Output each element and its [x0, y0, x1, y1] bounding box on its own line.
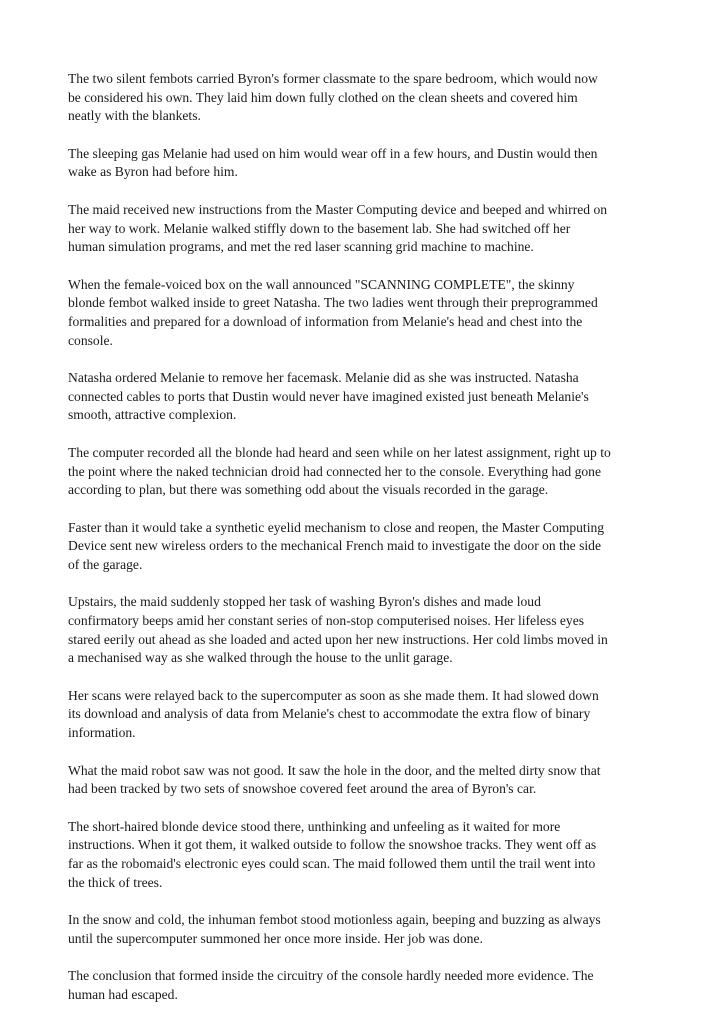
paragraph-8: Upstairs, the maid suddenly stopped her task of washing Byron's dishes and made loud confirmatory beeps amid her constant series of non-stop computerised noises. Her lifeless eyes stared eerily out ahead as she loaded and acted upon her new instructions. Her cold limbs moved in a mechanised way as she walked through the house to the unlit garage.: [68, 594, 608, 666]
paragraph-1: The two silent fembots carried Byron's former classmate to the spare bedroom, which would now be considered his own. They laid him down fully clothed on the clean sheets and covered him neatly with the blankets.: [68, 71, 598, 124]
paragraph-4: When the female-voiced box on the wall announced "SCANNING COMPLETE", the skinny blonde fembot walked inside to greet Natasha. The two ladies went through their preprogrammed formalities and prepared for a download of information from Melanie's head and chest into the console.: [68, 276, 598, 348]
paragraph-3: The maid received new instructions from the Master Computing device and beeped and whirred on her way to work. Melanie walked stiffly down to the basement lab. She had switched off her human simulation programs, and met the red laser scanning grid machine to machine.: [68, 201, 608, 255]
paragraph-11: The short-haired blonde device stood there, unthinking and unfeeling as it waited for more instructions. When it got them, it walked outside to follow the snowshoe tracks. They went off as far as the robomaid's electronic eyes could scan. The maid followed them until the trail went into the thick of trees.: [68, 818, 597, 890]
paragraph-10: What the maid robot saw was not good. It saw the hole in the door, and the melted dirty snow that had been tracked by two sets of snowshoe covered feet around the area of Byron's car.: [68, 762, 601, 797]
paragraph-9: Her scans were relayed back to the supercomputer as soon as she made them. It had slowed down its download and analysis of data from Melanie's chest to accommodate the extra flow of binary information.: [68, 687, 599, 741]
paragraph-5: Natasha ordered Melanie to remove her facemask. Melanie did as she was instructed. Natasha connected cables to ports that Dustin would never have imagined existed just beneath Melanie's smooth, attractive complexion.: [68, 370, 589, 423]
document-page: [68, 70, 658, 1024]
paragraph-2: The sleeping gas Melanie had used on him would wear off in a few hours, and Dustin would then wake as Byron had before him.: [68, 145, 598, 180]
paragraph-7: Faster than it would take a synthetic eyelid mechanism to close and reopen, the Master Computing Device sent new wireless orders to the mechanical French maid to investigate the door on the side of the garage.: [68, 519, 605, 572]
paragraph-13: The conclusion that formed inside the circuitry of the console hardly needed more evidence. The human had escaped.: [68, 968, 594, 1002]
paragraph-6: The computer recorded all the blonde had heard and seen while on her latest assignment, right up to the point where the naked technician droid had connected her to the console. Everything had gone according to plan, but there was something odd about the visuals recorded in the garage.: [68, 444, 611, 498]
paragraph-12: In the snow and cold, the inhuman fembot stood motionless again, beeping and buzzing as always until the supercomputer summoned her once more inside. Her job was done.: [68, 912, 601, 946]
